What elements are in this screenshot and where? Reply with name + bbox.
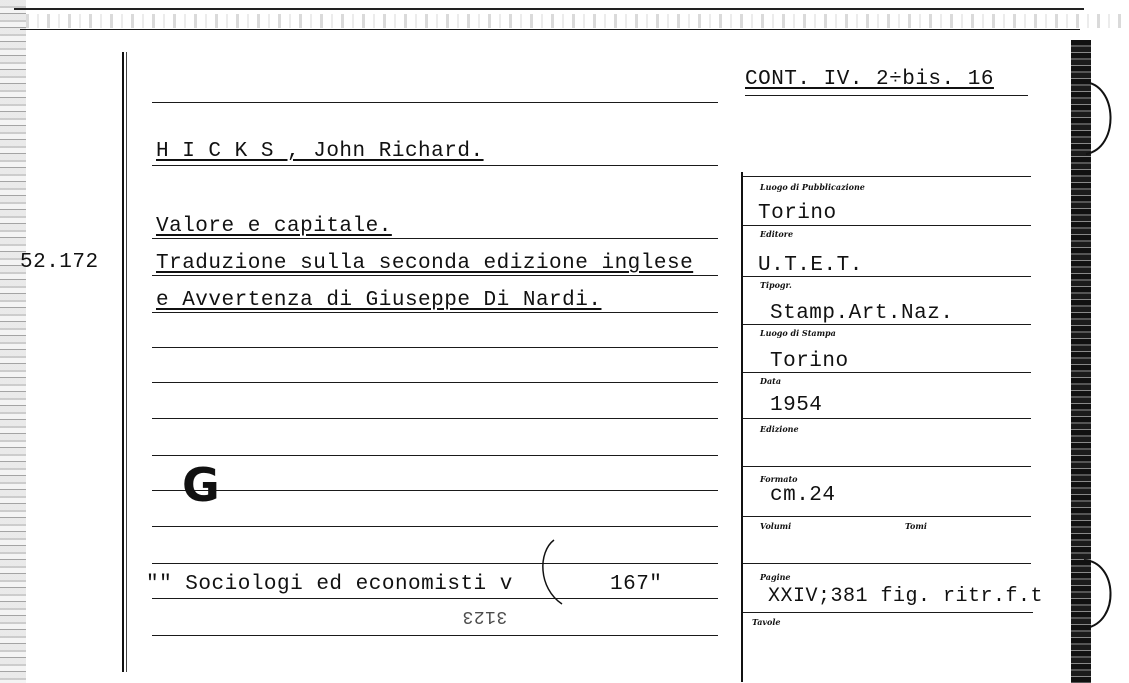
margin-rule [122,52,124,672]
rule-11 [152,563,718,564]
punch-arc [532,538,572,608]
place-rule [743,225,1031,226]
edition-label: Edizione [760,424,799,434]
printer-value: Stamp.Art.Naz. [770,302,954,325]
rule-13 [152,635,718,636]
pages-value: XXIV;381 fig. ritr.f.t [768,585,1044,608]
rule-10 [152,526,718,527]
format-value: cm.24 [770,484,836,507]
place-label: Luogo di Pubblicazione [760,182,865,192]
place-value: Torino [758,202,837,225]
rule-7 [152,418,718,419]
pages-rule [743,612,1033,613]
shelfmark-rule [745,95,1028,96]
date-value: 1954 [770,394,823,417]
date-label: Data [760,376,781,386]
letter-mark: G [182,458,220,512]
note-line-2: e Avvertenza di Giuseppe Di Nardi. [156,289,602,312]
author-heading: H I C K S , John Richard. [156,140,484,163]
accession-number: 52.172 [20,251,99,274]
rule-note2 [152,312,718,313]
binding-hole-top [1080,78,1120,158]
margin-rule-2 [126,52,127,672]
print-place-label: Luogo di Stampa [760,328,836,338]
printer-label: Tipogr. [760,280,792,290]
series-number: 167" [610,573,663,596]
top-border-line [14,8,1084,10]
date-rule [743,418,1031,419]
rule-9 [152,490,718,491]
publisher-label: Editore [760,229,794,239]
rule-5 [152,347,718,348]
printer-rule [743,324,1031,325]
note-line-1: Traduzione sulla seconda edizione inglese [156,252,694,275]
top-border-line-2 [20,29,1080,30]
rule-author [152,165,718,166]
print-place-rule [743,372,1031,373]
details-box-top [743,176,1031,177]
left-scan-edge [0,0,26,683]
plates-label: Tavole [752,617,781,627]
edition-rule [743,466,1031,467]
rule-8 [152,455,718,456]
binding-hole-bottom [1080,556,1120,632]
series-statement: "" Sociologi ed economisti v [146,573,513,596]
rule-1 [152,102,718,103]
format-label: Formato [760,474,798,484]
rule-note1 [152,275,718,276]
print-place-value: Torino [770,350,849,373]
volumes-label: Volumi [760,521,792,531]
format-rule [743,516,1031,517]
pages-label: Pagine [760,572,791,582]
volumes-rule [743,563,1031,564]
tomes-label: Tomi [905,521,927,531]
details-box-rule [741,172,743,682]
rule-6 [152,382,718,383]
title: Valore e capitale. [156,215,392,238]
publisher-value: U.T.E.T. [758,254,863,277]
rule-series [152,598,718,599]
shelfmark: CONT. IV. 2÷bis. 16 [745,68,994,91]
publisher-rule [743,276,1031,277]
stamp-number: 3123 [462,606,508,626]
top-scan-edge [26,14,1126,28]
rule-title [152,238,718,239]
